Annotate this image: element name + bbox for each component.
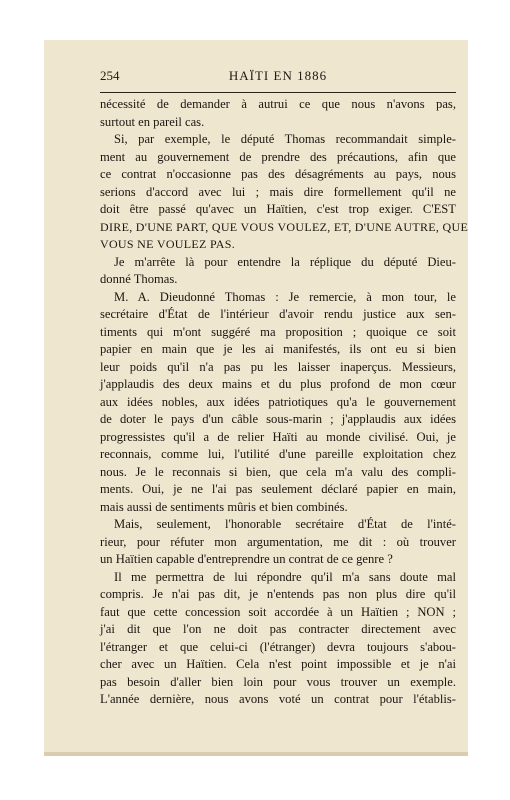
text-line: Mais, seulement, l'honorable secrétaire d'État de l'inté- bbox=[114, 517, 456, 531]
running-head: HAÏTI EN 1886 bbox=[228, 68, 328, 83]
text-line: compris. Je n'ai pas dit, je n'entends pas non plus dire qu'il bbox=[100, 587, 456, 601]
text-line: l'étranger et que celui-ci (l'étranger) devra toujours s'abou- bbox=[100, 639, 456, 654]
text-line: mais aussi de sentiments mûris et bien combinés. bbox=[100, 499, 348, 514]
body-text bbox=[100, 96, 469, 709]
text-line: nécessité de demander à autrui ce que nous n'avons pas, bbox=[100, 97, 456, 111]
text-line: serions d'accord avec lui ; mais dire formellement qu'il ne bbox=[100, 184, 456, 199]
text-line: un Haïtien capable d'entreprendre un contrat de ce genre ? bbox=[100, 552, 393, 566]
text-line: aux idées nobles, aux idées patriotiques qu'a le gouvernement bbox=[100, 394, 456, 409]
text-line: papier en main que je les ai manifestés, ils ont eu si bien bbox=[100, 342, 456, 356]
text-line: Si, par exemple, le député Thomas recommandait simple- bbox=[114, 132, 456, 146]
text-line: secrétaire d'État de l'intérieur d'avoir rendu justice aux sen- bbox=[100, 307, 456, 321]
text-line: DIRE, D'UNE PART, QUE VOUS VOULEZ, ET, D'UNE AUTRE, QUE bbox=[100, 219, 469, 234]
text-line: L'année dernière, nous avons voté un contrat pour l'établis- bbox=[100, 692, 456, 706]
text-line: ce contrat n'occasionne pas des désagréments au pays, nous bbox=[100, 167, 456, 181]
text-line: j'ai dit que l'on ne doit pas contracter directement avec bbox=[100, 622, 456, 636]
page-number: 254 bbox=[100, 68, 120, 83]
text-line: rieur, pour réfuter mon argumentation, me dit : où trouver bbox=[100, 534, 456, 549]
text-line: cher avec un Haïtien. Cela n'est point impossible et je n'ai bbox=[100, 657, 456, 671]
text-line: leur poids qu'il n'a pas pu les laisser inaperçus. Messieurs, bbox=[100, 359, 456, 374]
text-line: faut que cette concession soit accordée à un Haïtien ; NON ; bbox=[100, 604, 456, 619]
text-line: nous. Je le reconnais si bien, que cela m'a valu des compli- bbox=[100, 464, 456, 479]
text-line: donné Thomas. bbox=[100, 272, 178, 286]
text-line: ment au gouvernement de prendre des précautions, afin que bbox=[100, 149, 456, 164]
page-header bbox=[100, 68, 456, 86]
text-line: pas besoin d'aller bien loin pour vous trouver un exemple. bbox=[100, 674, 456, 689]
header-rule bbox=[100, 92, 456, 93]
text-line: Il me permettra de lui répondre qu'il m'a sans doute mal bbox=[114, 569, 456, 584]
text-line: progressistes qu'il a de relier Haïti au monde civilisé. Oui, je bbox=[100, 429, 456, 444]
text-line: surtout en pareil cas. bbox=[100, 114, 205, 129]
text-line: VOUS NE VOULEZ PAS. bbox=[100, 237, 236, 251]
text-line: reconnais, comme lui, l'utilité d'une pareille exploitation chez bbox=[100, 447, 456, 461]
text-line: de doter le pays d'un câble sous-marin ; j'applaudis aux idées bbox=[100, 412, 456, 426]
text-line: ments. Oui, je ne l'ai pas seulement déclaré papier en main, bbox=[100, 482, 456, 496]
text-line: M. A. Dieudonné Thomas : Je remercie, à mon tour, le bbox=[114, 289, 456, 304]
text-line: doit être passé qu'avec un Haïtien, c'est trop exiger. C'EST bbox=[100, 202, 456, 216]
text-line: timents qui m'ont suggéré ma proposition ; quoique ce soit bbox=[100, 324, 456, 339]
text-line: j'applaudis des deux mains et du plus profond de mon cœur bbox=[100, 377, 456, 391]
text-line: Je m'arrête là pour entendre la réplique du député Dieu- bbox=[114, 254, 456, 269]
